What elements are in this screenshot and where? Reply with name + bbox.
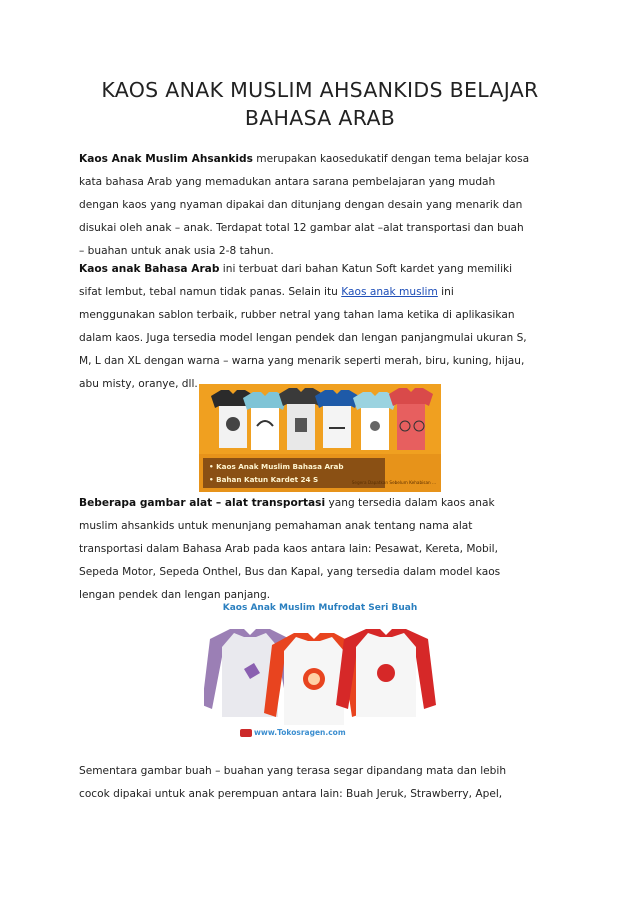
store-logo-icon — [240, 729, 252, 737]
paragraph-line: Sepeda Motor, Sepeda Onthel, Bus dan Kapal, yang tersedia dalam model kaos — [79, 566, 501, 578]
bold-lead: Kaos Anak Muslim Ahsankids — [79, 153, 253, 165]
paragraph-line: menggunakan sablon terbaik, rubber netral yang tahan lama ketika di aplikasikan — [79, 309, 515, 321]
shirt-row-illustration — [203, 386, 437, 456]
paragraph-line: Sementara gambar buah – buahan yang terasa segar dipandang mata dan lebih — [79, 765, 507, 777]
paragraph-line: muslim ahsankids untuk menunjang pemahaman anak tentang nama alat — [79, 520, 473, 532]
paragraph-line: sifat lembut, tebal namun tidak panas. Selain itu Kaos anak muslim ini — [79, 286, 454, 298]
paragraph-line: dalam kaos. Juga tersedia model lengan pendek dan lengan panjangmulai ukuran S, — [79, 332, 527, 344]
paragraph-line: abu misty, oranye, dll. — [79, 378, 198, 390]
product-banner-image — [199, 384, 441, 492]
banner-caption-1: • Kaos Anak Muslim Bahasa Arab — [209, 462, 344, 471]
tshirt-icon — [315, 390, 359, 448]
paragraph-fruits — [79, 760, 569, 806]
paragraph-line: transportasi dalam Bahasa Arab pada kaos antara lain: Pesawat, Kereta, Mobil, — [79, 543, 498, 555]
fruit-series-heading: Kaos Anak Muslim Mufrodat Seri Buah — [222, 603, 418, 613]
paragraph-line: Beberapa gambar alat – alat transportasi yang tersedia dalam kaos anak — [79, 497, 495, 509]
paragraph-line: disukai oleh anak – anak. Terdapat total 12 gambar alat –alat transportasi dan buah — [79, 222, 524, 234]
tshirt-icon — [353, 392, 397, 450]
banner-slogan: Segera Dapatkan Sebelum Kehabisan ... — [351, 480, 436, 485]
kaos-anak-muslim-link[interactable]: Kaos anak muslim — [341, 286, 438, 298]
paragraph-intro — [79, 148, 569, 263]
paragraph-line: Kaos Anak Muslim Ahsankids merupakan kaosedukatif dengan tema belajar kosa — [79, 153, 530, 165]
paragraph-line: M, L dan XL dengan warna – warna yang menarik seperti merah, biru, kuning, hijau, — [79, 355, 525, 367]
tshirt-icon — [389, 388, 433, 450]
paragraph-line: Kaos anak Bahasa Arab ini terbuat dari bahan Katun Soft kardet yang memiliki — [79, 263, 513, 275]
title-line-1: KAOS ANAK MUSLIM AHSANKIDS BELAJAR — [101, 78, 539, 102]
fruit-shirts-illustration — [204, 617, 436, 727]
paragraph-line: lengan pendek dan lengan panjang. — [79, 589, 271, 601]
paragraph-line: cocok dipakai untuk anak perempuan antara lain: Buah Jeruk, Strawberry, Apel, — [79, 788, 503, 800]
tshirt-icon — [243, 392, 287, 450]
store-url: www.Tokosragen.com — [254, 728, 346, 737]
bold-lead: Kaos anak Bahasa Arab — [79, 263, 220, 275]
banner-caption-2: • Bahan Katun Kardet 24 S — [209, 475, 319, 484]
paragraph-material — [79, 258, 569, 396]
bold-lead: Beberapa gambar alat – alat transportasi — [79, 497, 326, 509]
paragraph-line: kata bahasa Arab yang memadukan antara sarana pembelajaran yang mudah — [79, 176, 496, 188]
title-line-2: BAHASA ARAB — [244, 106, 396, 130]
paragraph-transport — [79, 492, 569, 607]
document-title — [60, 76, 580, 132]
fruit-series-image — [204, 601, 436, 741]
paragraph-line: dengan kaos yang nyaman dipakai dan ditunjang dengan desain yang menarik dan — [79, 199, 523, 211]
paragraph-line: – buahan untuk anak usia 2-8 tahun. — [79, 245, 274, 257]
